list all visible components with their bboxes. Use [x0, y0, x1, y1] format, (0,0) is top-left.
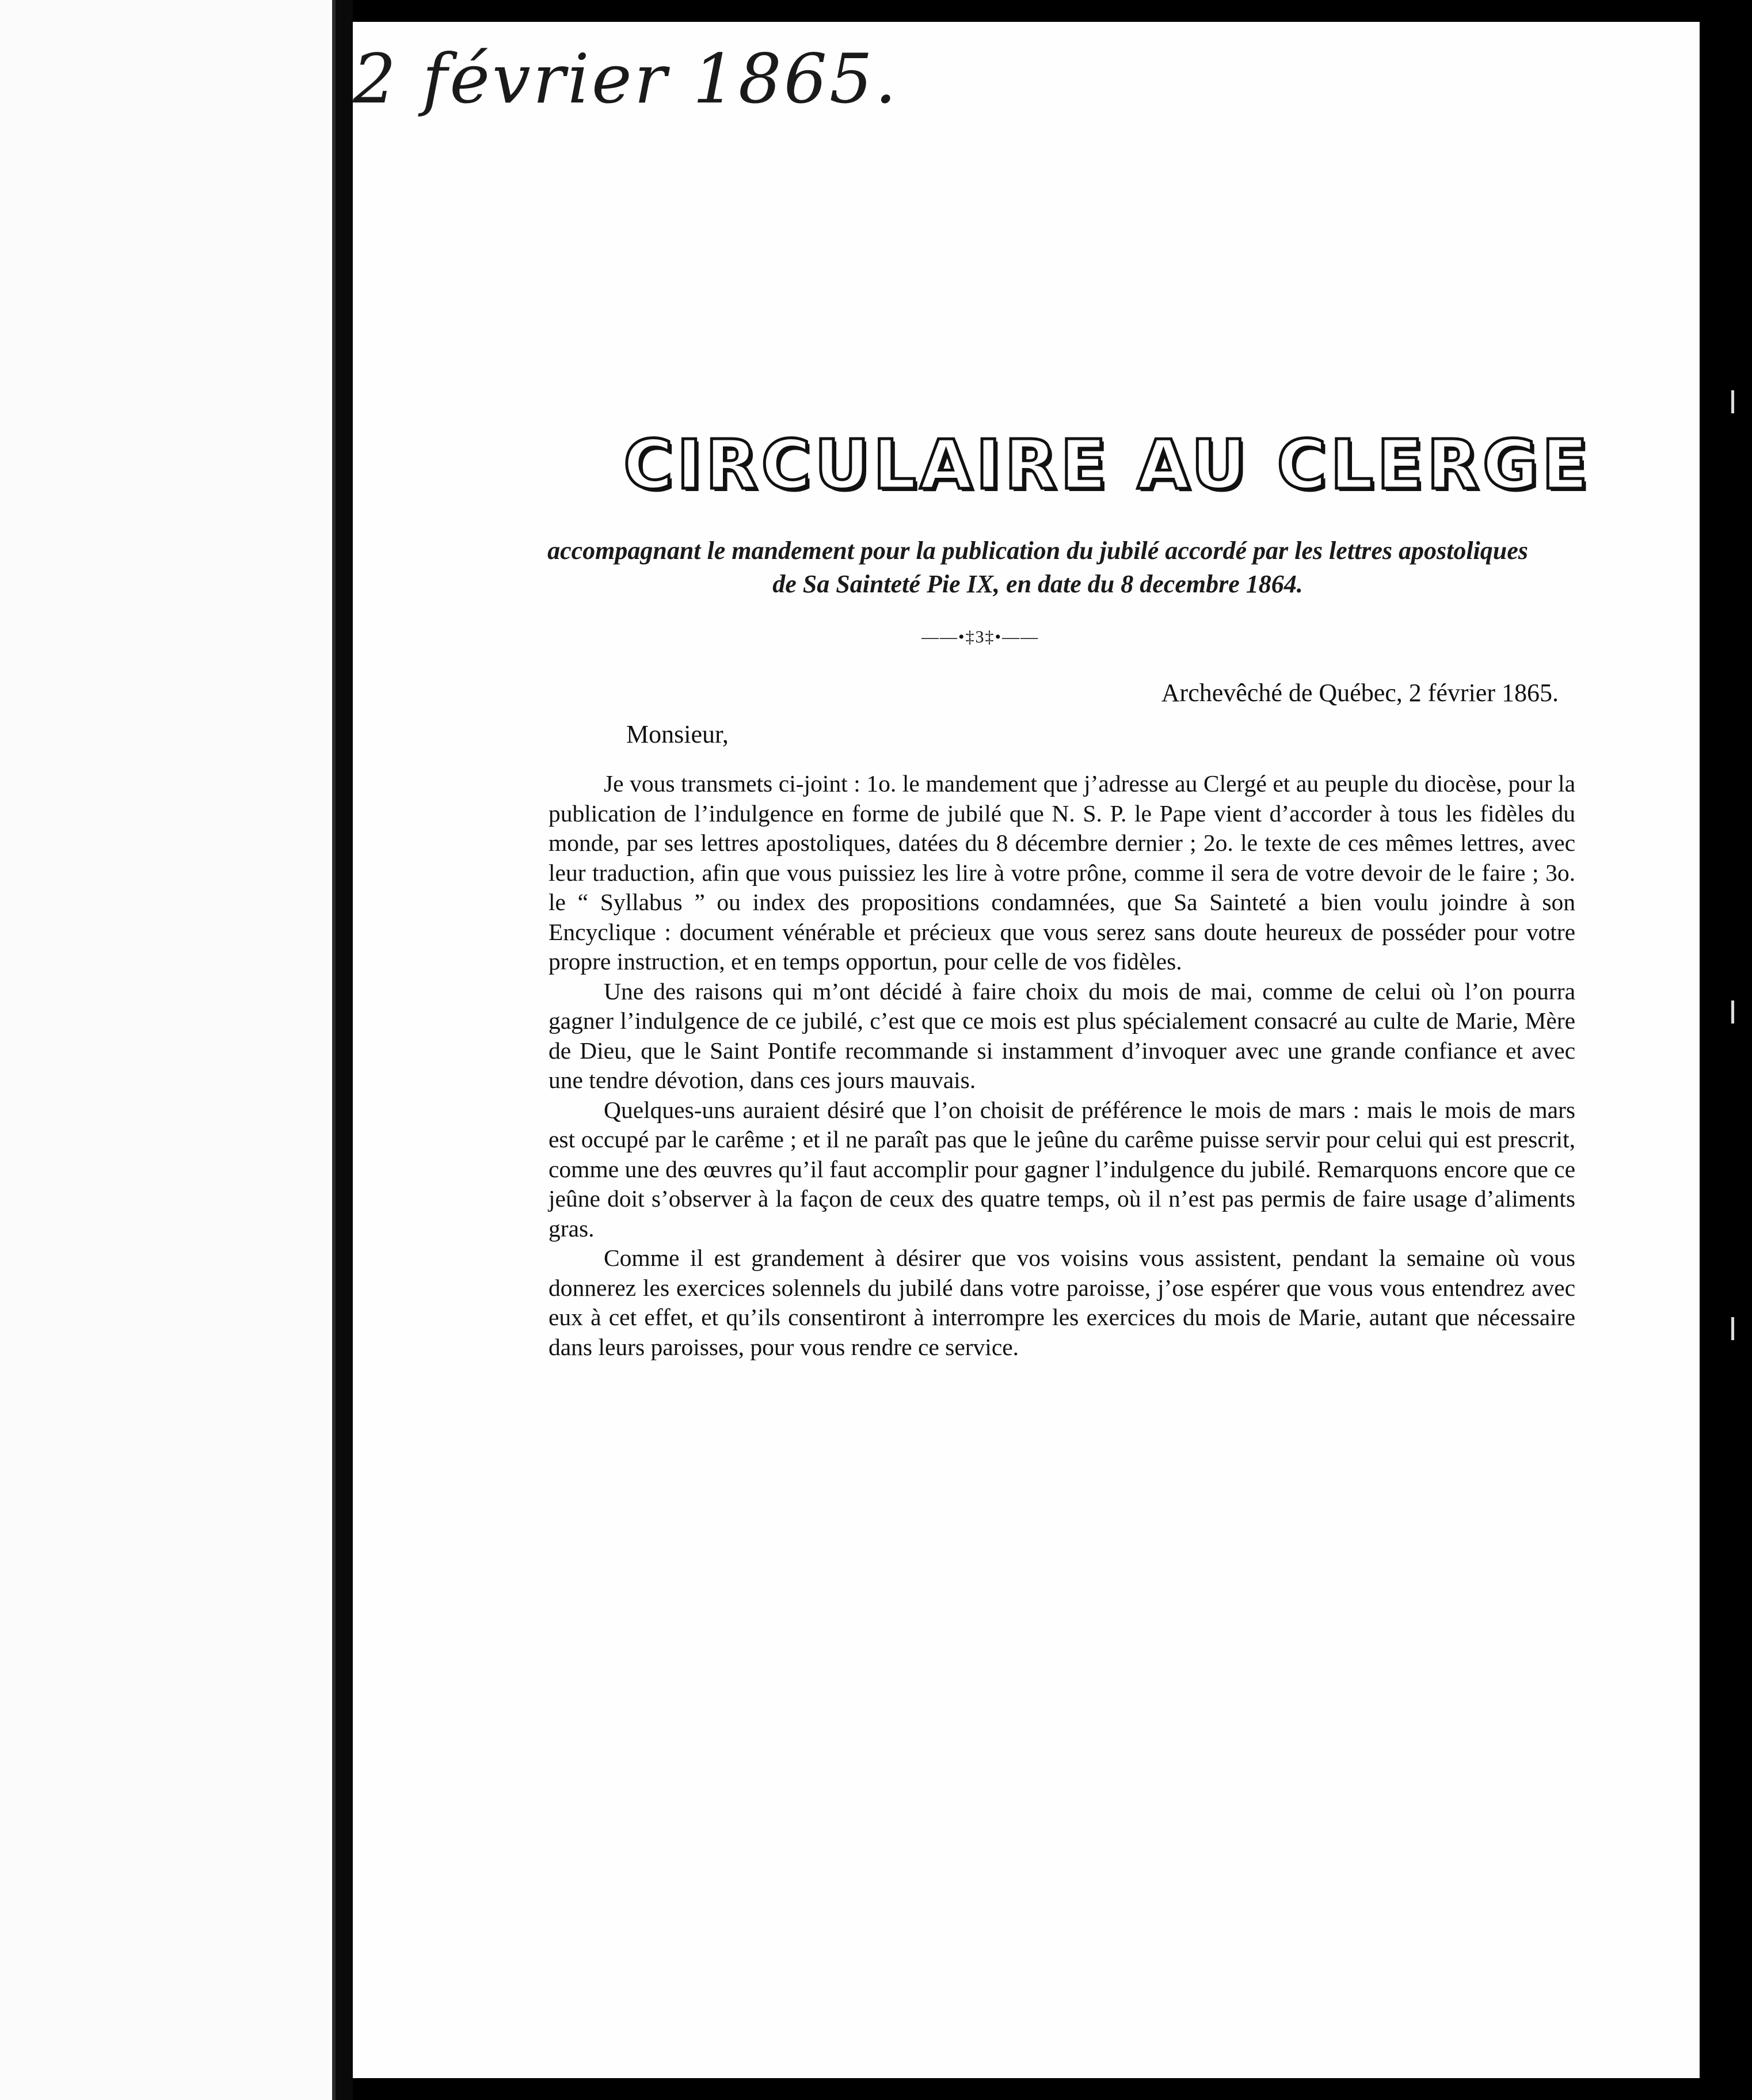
- dateline: Archevêché de Québec, 2 février 1865.: [1161, 679, 1559, 707]
- scan-mark: [1731, 1000, 1734, 1024]
- paragraph-4: Comme il est grandement à désirer que vos voisins vous assistent, pendant la semaine où vous donnerez les exercices solennels du jubilé dans votre paroisse, j’ose espérer que vous vous entendrez avec eux à cet effet, et qu’ils consentiront à interrompre les exercices du mois de Marie, autant que nécessaire dans leurs paroisses, pour vous rendre ce service.: [549, 1245, 1575, 1360]
- scan-border: [1700, 22, 1752, 2078]
- ornament-divider: ——•‡3‡•——: [921, 627, 1039, 646]
- letter-body: [549, 769, 1575, 1362]
- paragraph-2: Une des raisons qui m’ont décidé à faire choix du mois de mai, comme de celui où l’on pourra gagner l’indulgence de ce jubilé, c’est que ce mois est plus spécialement consacré au culte de Marie, Mère de Dieu, que le Saint Pontife recommande si instamment d’invoquer avec une grande confiance et avec une tendre dévotion, dans ces jours mauvais.: [549, 977, 1575, 1093]
- document-title: CIRCULAIRE AU CLERGE: [623, 425, 1592, 504]
- scan-mark: [1731, 390, 1734, 413]
- left-blank-page: [0, 0, 336, 2100]
- paragraph-3: Quelques-uns auraient désiré que l’on choisit de préférence le mois de mars : mais le mois de mars est occupé par le carême ; et il ne paraît pas que le jeûne du carême puisse servir pour celui qui est prescrit, comme une des œuvres qu’il faut accomplir pour gagner l’indulgence du jubilé. Remarquons encore que ce jeûne doit s’observer à la façon de ceux des quatre temps, où il n’est pas permis de faire usage d’aliments gras.: [549, 1096, 1575, 1242]
- handwritten-date-note: 2 février 1865.: [353, 39, 899, 119]
- document-page: [353, 22, 1700, 2078]
- salutation: Monsieur,: [626, 720, 729, 748]
- book-gutter: [336, 0, 353, 2100]
- document-subtitle: accompagnant le mandement pour la publication du jubilé accordé par les lettres apostoliques de Sa Sainteté Pie IX, en date du 8 decembre 1864.: [547, 537, 1528, 598]
- scan-mark: [1731, 1317, 1734, 1340]
- paragraph-1: Je vous transmets ci-joint : 1o. le mandement que j’adresse au Clergé et au peuple du diocèse, pour la publication de l’indulgence en forme de jubilé que N. S. P. le Pape vient d’accorder à tous les fidèles du monde, par ses lettres apostoliques, datées du 8 décembre dernier ; 2o. le texte de ces mêmes lettres, avec leur traduction, afin que vous puissiez les lire à votre prône, comme il sera de votre devoir de le faire ; 3o. le “ Syllabus ” ou index des propositions condamnées, que Sa Sainteté a bien voulu joindre à son Encyclique : document vénérable et précieux que vous serez sans doute heureux de posséder pour votre propre instruction, et en temps opportun, pour celle de vos fidèles.: [549, 770, 1575, 975]
